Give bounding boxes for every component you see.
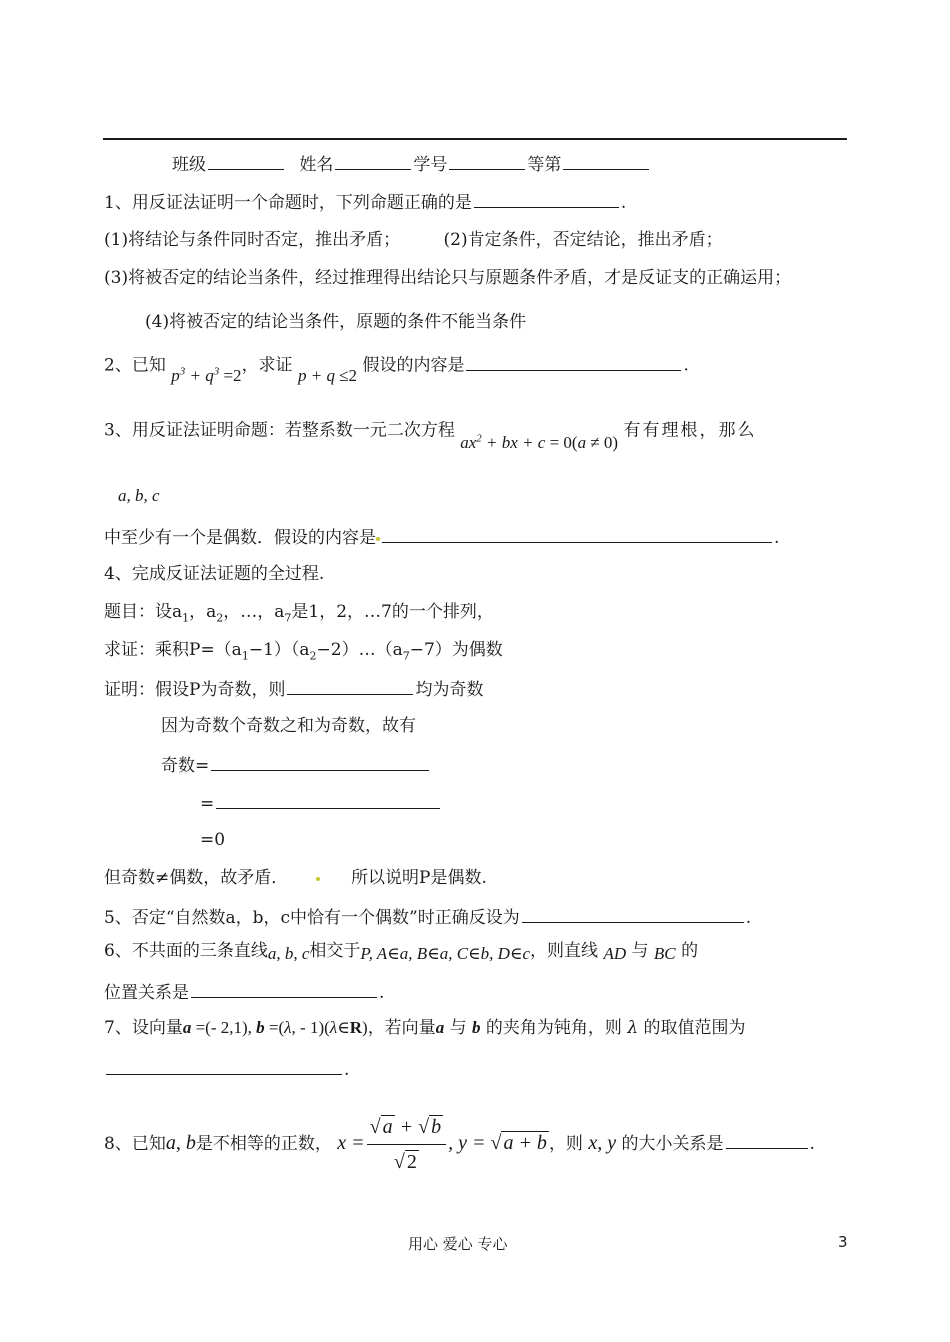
q4-blank-3[interactable] [216, 791, 440, 809]
header-rule [103, 138, 847, 140]
q4-eq: = [200, 791, 442, 815]
q6-answer-blank[interactable] [191, 980, 377, 998]
q4-problem: 题目：设$a_1$，$a_2$，…，$a_7$是1，2，…7的一个排列， [104, 602, 494, 625]
q2-answer-blank[interactable] [466, 353, 681, 371]
q4-proof-start: 证明：假设P为奇数，则 均为奇数 [104, 677, 483, 701]
mark-dot [316, 877, 320, 881]
student-info-row [172, 152, 651, 176]
q3-line2: 中至少有一个是偶数．假设的内容是 . [104, 525, 779, 549]
grade-blank[interactable] [563, 152, 649, 170]
q1-answer-blank[interactable] [474, 190, 619, 208]
q4-zero: =0 [200, 830, 226, 850]
q1-stem: 1、用反证法证明一个命题时，下列命题正确的是 . [104, 190, 626, 214]
q7-line2: . [104, 1057, 349, 1081]
q6-line2: 位置关系是 . [104, 980, 384, 1004]
q7-answer-blank[interactable] [106, 1057, 342, 1075]
q4-prove: 求证：乘积$P=(a_1-1)(a_2-2)\dots(a_7-7)$为偶数 [104, 640, 503, 663]
q4-blank-1[interactable] [287, 677, 413, 695]
q2-given-eq: $p^3 + q^3 =2$ [171, 365, 242, 385]
grade-label: 等第 [527, 155, 562, 175]
q1-options-row1 [104, 229, 723, 251]
q5-answer-blank[interactable] [522, 905, 744, 923]
q7-line1: 7、设向量a =(- 2,1), b =(λ, - 1)(λ∈R)，若向量a 与 b 的夹角为钝角，则 λ 的取值范围为 [104, 1018, 746, 1038]
q8-line: 8、已知a, b是不相等的正数， x = $\frac{√ a + √ b}{√ 2}$ , y = √ a + b ，则 x, y 的大小关系是 . [104, 1112, 815, 1177]
student-id-blank[interactable] [449, 152, 525, 170]
q3-line1: 3、用反证法证明命题：若整系数一元二次方程 $ax^2$ + bx + c = 0(a ≠ 0) 有有理根，那么 [104, 420, 757, 452]
q3-answer-blank[interactable] [382, 525, 772, 543]
q4-reason: 因为奇数个奇数之和为奇数，故有 [161, 716, 416, 736]
q8-answer-blank[interactable] [726, 1131, 808, 1149]
student-id-label: 学号 [413, 155, 448, 175]
name-label: 姓名 [299, 155, 334, 175]
q4-blank-2[interactable] [211, 753, 429, 771]
q8-formula: x = $\frac{√ a + √ b}{√ 2}$ , y = √ a + b [337, 1132, 549, 1154]
q2-claim: p + q ≤2 [297, 365, 358, 385]
q4-conclusion: 但奇数≠偶数，故矛盾． 所以说明P是偶数. [104, 868, 487, 888]
q1-option-3: (3)将被否定的结论当条件，经过推理得出结论只与原题条件矛盾，才是反证支的正确运用； [104, 268, 792, 288]
q6-line1: 6、不共面的三条直线a, b, c相交于P, A∈a, B∈a, C∈b, D∈c，则直线 AD 与 BC 的 [104, 941, 699, 963]
mark-dot [376, 537, 380, 541]
q1-option-1: (1)将结论与条件同时否定，推出矛盾； [104, 230, 401, 250]
class-label: 班级 [172, 155, 206, 175]
q1-option-2: (2)肯定条件，否定结论，推出矛盾； [443, 230, 723, 250]
page-number: 3 [838, 1233, 848, 1251]
q4-title: 4、完成反证法证题的全过程. [104, 564, 325, 584]
q3-vars: a, b, c [118, 486, 160, 505]
q2-line: 2、已知 $p^3 + q^3 =2$，求证 p + q ≤2 假设的内容是 . [104, 350, 689, 377]
name-blank[interactable] [335, 152, 411, 170]
q5-line: 5、否定“自然数a，b，c中恰有一个偶数”时正确反设为 . [104, 905, 751, 929]
q1-option-4: (4)将被否定的结论当条件，原题的条件不能当条件 [145, 312, 527, 332]
q4-odd-eq: 奇数= [161, 753, 431, 777]
footer-motto: 用心 爱心 专心 [408, 1235, 508, 1253]
class-blank[interactable] [208, 152, 284, 170]
q3-equation: $ax^2$ + bx + c = 0(a ≠ 0) [460, 432, 619, 452]
